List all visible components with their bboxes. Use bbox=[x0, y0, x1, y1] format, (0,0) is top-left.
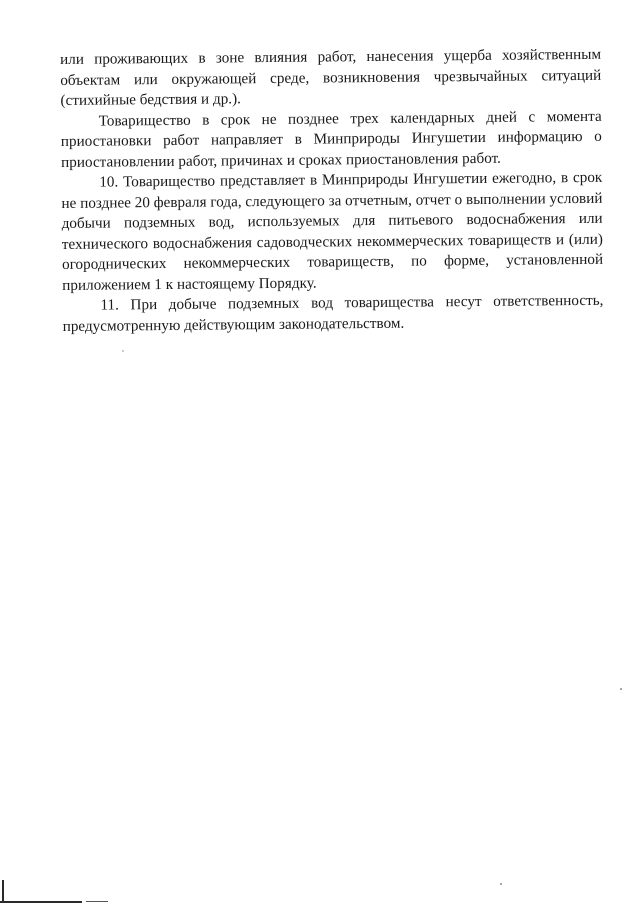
scan-speck bbox=[500, 883, 502, 885]
scan-edge-mark bbox=[86, 901, 108, 902]
paragraph-item-11: 11. При добыче подземных вод товарищества несут ответственность, предусмотренную действующим законодательством. bbox=[62, 291, 604, 335]
paragraph-continuation: или проживающих в зоне влияния работ, нанесения ущерба хозяйственным объектам или окружающей среде, возникновения чрезвычайных ситуаций (стихийные бедствия и др.). bbox=[60, 45, 602, 109]
paragraph-item-10: 10. Товарищество представляет в Минприроды Ингушетии ежегодно, в срок не позднее 20 февраля года, следующего за отчетным, отчет о выполнении условий добычи подземных вод, используемых для питьевого водоснабжения или технического водоснабжения садоводческих некоммерческих товариществ и (или) огороднических некоммерческих товариществ, по форме, установленной приложением 1 к настоящему Порядку. bbox=[61, 168, 604, 294]
scan-speck bbox=[122, 350, 124, 352]
document-body bbox=[60, 45, 604, 337]
scan-speck bbox=[620, 688, 622, 690]
scan-edge-mark bbox=[2, 880, 4, 902]
paragraph-suspension-notice: Товарищество в срок не позднее трех календарных дней с момента приостановки работ направляет в Минприроды Ингушетии информацию о приостановлении работ, причинах и сроках приостановления работ. bbox=[60, 107, 602, 171]
scan-edge-mark bbox=[0, 901, 82, 903]
